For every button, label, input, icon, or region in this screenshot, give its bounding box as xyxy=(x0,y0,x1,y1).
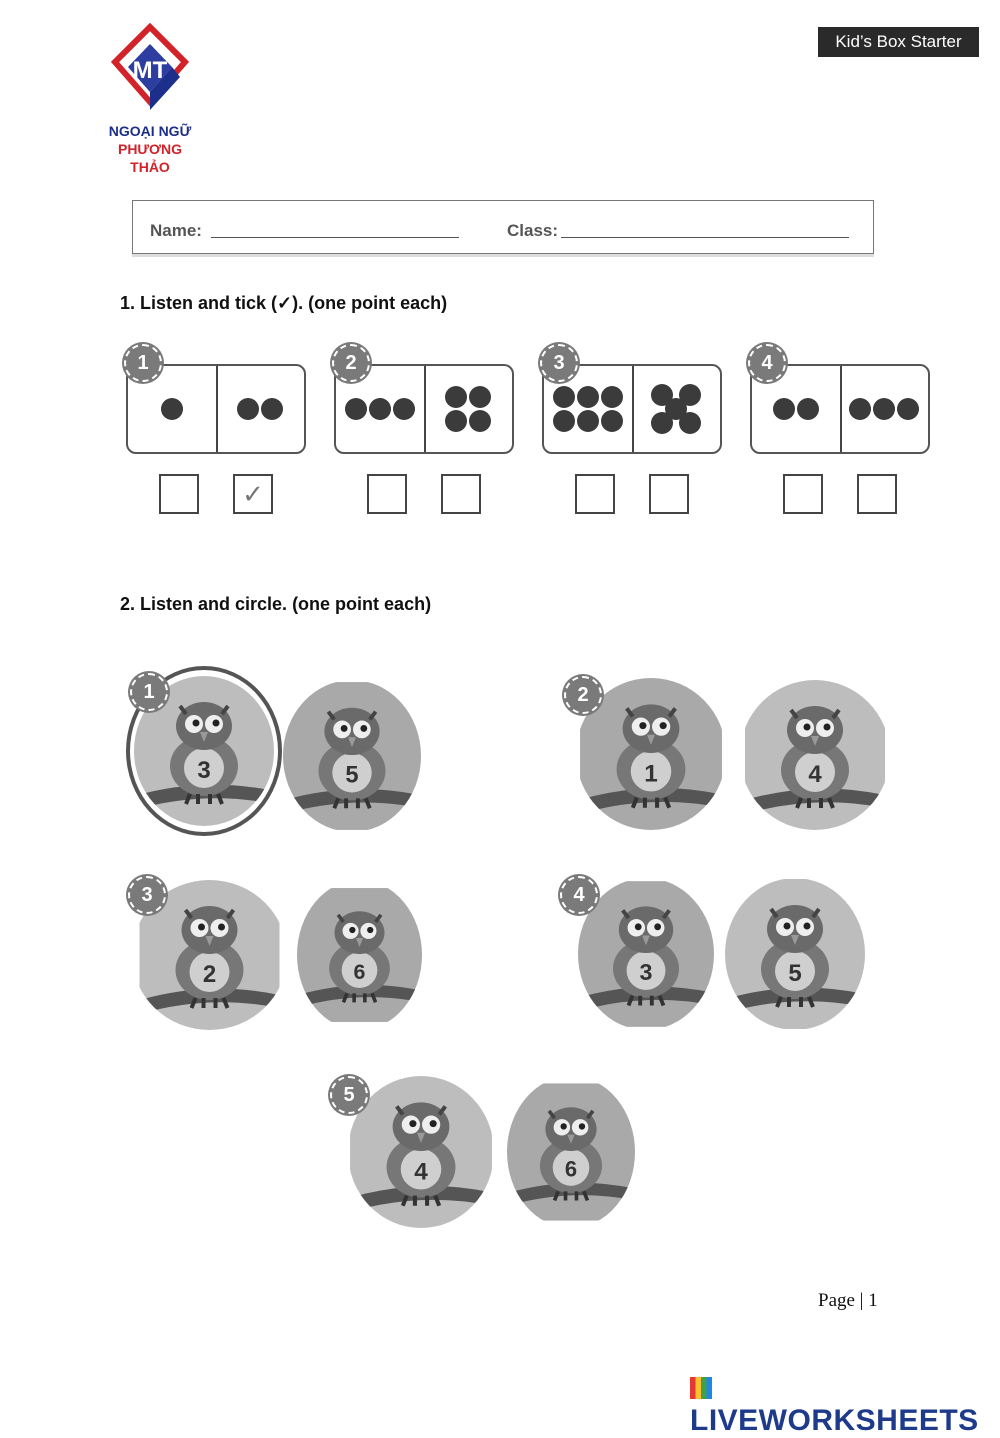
item-number-badge: 2 xyxy=(564,676,602,714)
domino-dot-left xyxy=(369,398,391,420)
domino-dot-right xyxy=(469,386,491,408)
svg-text:1: 1 xyxy=(644,760,658,788)
tick-box-right[interactable] xyxy=(441,474,481,514)
tick-box-left[interactable] xyxy=(367,474,407,514)
domino-dot-right xyxy=(237,398,259,420)
owl-option-4[interactable] xyxy=(348,1076,494,1228)
tick-box-right[interactable] xyxy=(857,474,897,514)
item-number-badge: 1 xyxy=(130,673,168,711)
domino-dot-right xyxy=(679,412,701,434)
logo-line2: PHƯƠNG THẢO xyxy=(117,141,182,175)
svg-text:6: 6 xyxy=(353,960,366,985)
owl-option-5[interactable] xyxy=(725,878,865,1030)
domino-dot-left xyxy=(601,386,623,408)
logo xyxy=(100,22,200,175)
item-number-badge: 5 xyxy=(330,1076,368,1114)
domino-dot-right xyxy=(445,410,467,432)
domino-dot-left xyxy=(577,386,599,408)
item-number-badge: 2 xyxy=(332,344,370,382)
domino-divider xyxy=(424,366,426,452)
item-number-badge: 4 xyxy=(560,876,598,914)
exercise2-heading: 2. Listen and circle. (one point each) xyxy=(120,594,432,614)
svg-text:3: 3 xyxy=(197,757,211,784)
domino-dot-right xyxy=(897,398,919,420)
domino-dot-left xyxy=(773,398,795,420)
liveworksheets-icon xyxy=(690,1377,712,1399)
logo-icon xyxy=(100,22,200,117)
domino-dot-left xyxy=(797,398,819,420)
tick-box-right[interactable] xyxy=(649,474,689,514)
owl-option-6[interactable] xyxy=(507,1076,635,1228)
domino-dot-left xyxy=(577,410,599,432)
domino-divider xyxy=(632,366,634,452)
svg-text:4: 4 xyxy=(808,761,822,788)
domino-dot-right xyxy=(261,398,283,420)
domino-dot-right xyxy=(873,398,895,420)
liveworksheets-text: LIVEWORKSHEETS xyxy=(690,1404,979,1437)
tick-box-left[interactable] xyxy=(159,474,199,514)
domino-dot-left xyxy=(345,398,367,420)
class-field[interactable] xyxy=(561,237,849,238)
tick-box-left[interactable] xyxy=(575,474,615,514)
svg-text:4: 4 xyxy=(414,1158,428,1186)
page-number: Page | 1 xyxy=(818,1290,878,1311)
domino-dot-left xyxy=(553,410,575,432)
owl-option-6[interactable] xyxy=(297,880,422,1030)
item-number-badge: 1 xyxy=(124,344,162,382)
domino-dot-left xyxy=(553,386,575,408)
domino-dot-left xyxy=(161,398,183,420)
tick-box-left[interactable] xyxy=(783,474,823,514)
svg-text:3: 3 xyxy=(639,959,653,986)
item-number-badge: 3 xyxy=(128,876,166,914)
owl-option-5[interactable] xyxy=(283,680,421,832)
domino-dot-left xyxy=(601,410,623,432)
name-field[interactable] xyxy=(211,237,459,238)
tick-box-right[interactable]: ✓ xyxy=(233,474,273,514)
class-label: Class: xyxy=(507,221,559,240)
owl-option-3[interactable] xyxy=(578,878,714,1030)
item-number-badge: 4 xyxy=(748,344,786,382)
svg-text:5: 5 xyxy=(788,960,802,987)
name-class-box xyxy=(132,200,874,254)
domino-dot-right xyxy=(651,412,673,434)
svg-text:5: 5 xyxy=(345,762,359,789)
svg-text:2: 2 xyxy=(202,961,217,988)
logo-letters: MT xyxy=(132,57,168,84)
item-number-badge: 3 xyxy=(540,344,578,382)
logo-line1: NGOẠI NGỮ xyxy=(108,123,192,139)
owl-option-4[interactable] xyxy=(740,680,890,830)
domino-dot-right xyxy=(849,398,871,420)
name-label: Name: xyxy=(150,221,202,240)
domino-dot-right xyxy=(469,410,491,432)
svg-text:6: 6 xyxy=(564,1156,578,1182)
liveworksheets-brand xyxy=(690,1370,1000,1438)
exercise1-heading: 1. Listen and tick (✓). (one point each) xyxy=(120,293,448,313)
domino-dot-left xyxy=(393,398,415,420)
course-badge: Kid’s Box Starter xyxy=(818,27,979,57)
domino-dot-right xyxy=(445,386,467,408)
domino-divider xyxy=(840,366,842,452)
domino-divider xyxy=(216,366,218,452)
